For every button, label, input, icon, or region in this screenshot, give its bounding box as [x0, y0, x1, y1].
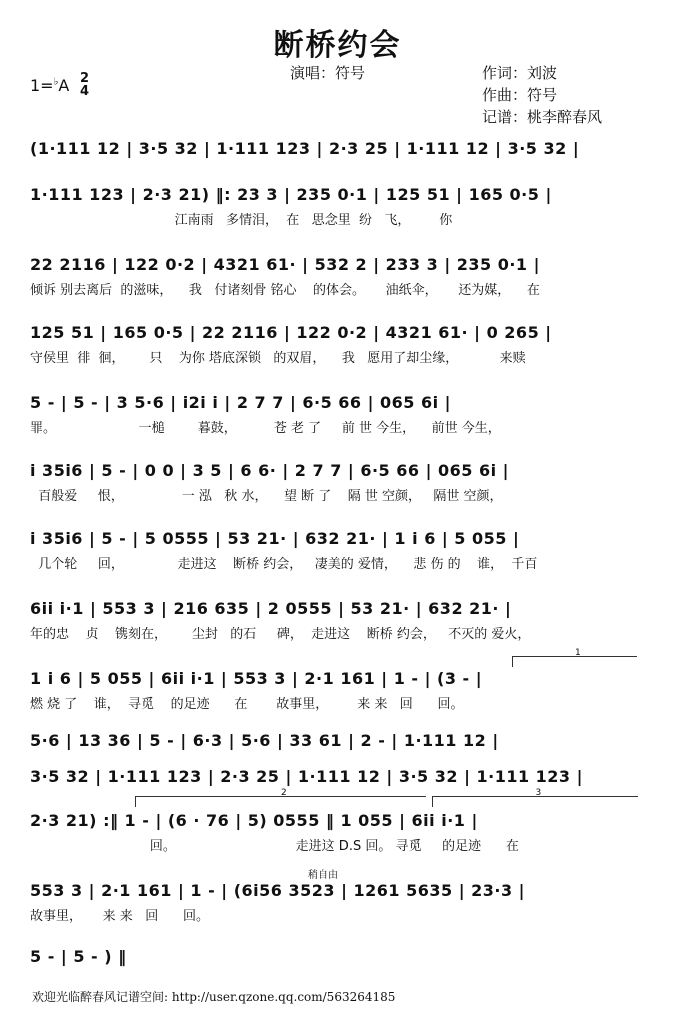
composer-credit: 作曲：符号: [482, 86, 558, 104]
notation-text: 5 - | 5 - ) ‖: [30, 947, 127, 966]
footer-credit: 欢迎光临醉春风记谱空间: http://user.qzone.qq.com/563264185: [32, 990, 396, 1004]
meter-bottom: 4: [80, 84, 90, 99]
notation-line: [30, 458, 640, 484]
notation-text: 3·5 32 | 1·111 123 | 2·3 25 | 1·111 12 | 3·5 32 | 1·111 123 |: [30, 767, 583, 786]
notation-line: [30, 136, 640, 162]
lyrics-line: 年的忠 贞 镌刻在， 尘封 的石 碑， 走进这 断桥 约会， 不灭的 爱火，: [30, 627, 531, 642]
volta-bracket-1: [512, 648, 637, 667]
notation-line: [30, 252, 640, 278]
notation-text: (1·111 12 | 3·5 32 | 1·111 123 | 2·3 25 | 1·111 12 | 3·5 32 |: [30, 139, 580, 158]
notation-line: [30, 728, 640, 754]
notation-line: [30, 764, 640, 790]
lyrics-line: 故事里， 来 来 回 回。: [30, 909, 209, 924]
tempo-marking: 稍自由: [308, 870, 338, 881]
lyrics-line: 倾诉 别去离后 的滋味， 我 付诸刻骨 铭心 的体会。 油纸伞， 还为媒， 在: [30, 283, 540, 298]
lyrics-line: 燃 烧 了 谁， 寻觅 的足迹 在 故事里， 来 来 回 回。: [30, 697, 464, 712]
notation-line: [30, 390, 640, 416]
time-signature: [80, 72, 89, 98]
notation-line: [30, 320, 640, 346]
notation-text: 2·3 21) :‖ 1 - | (6 · 76 | 5) 0555 ‖ 1 055 | 6ii i·1 |: [30, 811, 478, 830]
notation-text: 553 3 | 2·1 161 | 1 - | (6i56 3523 | 1261 5635 | 23·3 |: [30, 881, 525, 900]
notation-text: i 35i6 | 5 - | 5 0555 | 53 21· | 632 21· | 1 i 6 | 5 055 |: [30, 529, 520, 548]
singer-credit: 演唱：符号: [290, 64, 366, 82]
notation-text: 5 - | 5 - | 3 5·6 | i2i i | 2 7 7 | 6·5 66 | 065 6i |: [30, 393, 452, 412]
volta-bracket-3: [432, 788, 638, 807]
lyrics-line: 几个轮 回， 走进这 断桥 约会， 凄美的 爱情， 悲 伤 的 谁， 千百: [30, 557, 538, 572]
lyricist-credit: 作词：刘波: [482, 64, 558, 82]
notation-line: [30, 666, 640, 692]
meter-top: 2: [80, 71, 90, 86]
notation-text: 1 i 6 | 5 055 | 6ii i·1 | 553 3 | 2·1 161 | 1 - | (3 - |: [30, 669, 483, 688]
notation-line: [30, 526, 640, 552]
song-title: 断桥约会: [273, 28, 402, 63]
notation-line: [30, 944, 640, 970]
flat-sign: ♭: [53, 76, 59, 88]
lyrics-line: 回。 走进这 D.S 回。 寻觅 的足迹 在: [30, 839, 519, 854]
lyrics-line: 江南雨 多情泪， 在 思念里 纷 飞， 你: [30, 213, 453, 228]
notation-text: 22 2116 | 122 0·2 | 4321 61· | 532 2 | 233 3 | 235 0·1 |: [30, 255, 540, 274]
key-note: A: [58, 76, 70, 95]
notation-line: [30, 878, 640, 904]
notation-text: 5·6 | 13 36 | 5 - | 6·3 | 5·6 | 33 61 | 2 - | 1·111 12 |: [30, 731, 499, 750]
notation-line: [30, 182, 640, 208]
volta-bracket-2: [135, 788, 426, 807]
notation-text: i 35i6 | 5 - | 0 0 | 3 5 | 6 6· | 2 7 7 | 6·5 66 | 065 6i |: [30, 461, 509, 480]
key-prefix: 1=: [30, 76, 54, 95]
volta-number-2: 2: [281, 788, 287, 798]
notation-text: 6ii i·1 | 553 3 | 216 635 | 2 0555 | 53 21· | 632 21· |: [30, 599, 512, 618]
key-signature: [30, 76, 69, 95]
volta-number-1: 1: [575, 648, 581, 658]
lyrics-line: 守侯里 徘 徊， 只 为你 塔底深锁 的双眉， 我 愿用了却尘缘， 来赎: [30, 351, 526, 366]
notation-line: [30, 596, 640, 622]
notation-text: 125 51 | 165 0·5 | 22 2116 | 122 0·2 | 4321 61· | 0 265 |: [30, 323, 552, 342]
notation-text: 1·111 123 | 2·3 21) ‖: 23 3 | 235 0·1 | 125 51 | 165 0·5 |: [30, 185, 552, 204]
transcriber-credit: 记谱：桃李醉春风: [482, 108, 603, 126]
notation-line: [30, 808, 640, 834]
lyrics-line: 罪。 一槌 暮鼓， 苍 老 了 前 世 今生， 前世 今生，: [30, 421, 501, 436]
volta-number-3: 3: [535, 788, 542, 798]
lyrics-line: 百般爱 恨， 一 泓 秋 水， 望 断 了 隔 世 空颜， 隔世 空颜，: [30, 489, 503, 504]
